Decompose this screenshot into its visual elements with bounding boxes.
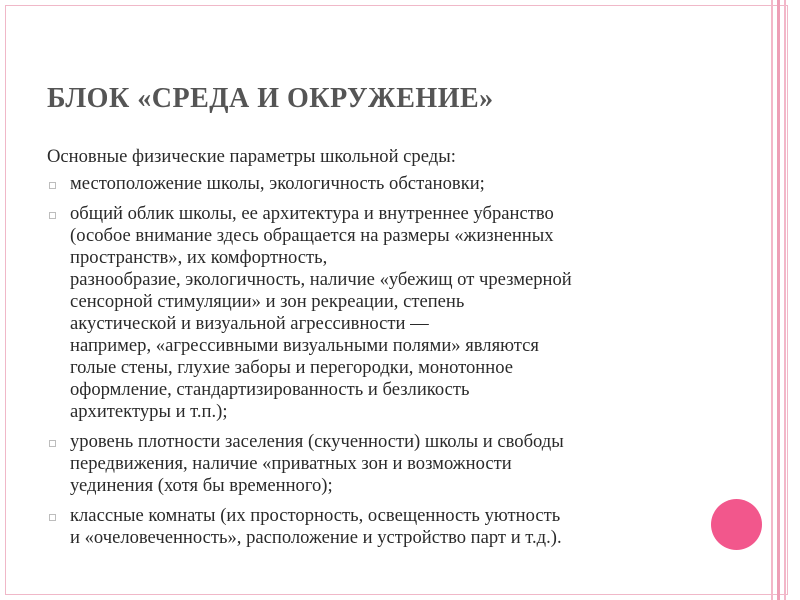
bullet-line: передвижения, наличие «приватных зон и возможности bbox=[70, 453, 512, 474]
bullet-line: уровень плотности заселения (скученности) школы и свободы bbox=[70, 431, 564, 452]
bullet-line: и «очеловеченность», расположение и устройство парт и т.д.). bbox=[70, 527, 562, 548]
slide-body bbox=[47, 146, 707, 557]
bullet-line: классные комнаты (их просторность, освещенность уютность bbox=[70, 505, 561, 526]
bullet-icon bbox=[49, 212, 56, 219]
bullet-line: пространств», их комфортность, bbox=[70, 247, 328, 268]
list-item bbox=[47, 505, 707, 549]
decorative-stripe bbox=[771, 0, 773, 600]
bullet-line: общий облик школы, ее архитектура и внутреннее убранство bbox=[70, 203, 554, 224]
decorative-stripe bbox=[784, 0, 786, 600]
bullet-line: акустической и визуальной агрессивности — bbox=[70, 313, 429, 334]
bullet-line: (особое внимание здесь обращается на размеры «жизненных bbox=[70, 225, 554, 246]
bullet-line: голые стены, глухие заборы и перегородки, монотонное bbox=[70, 357, 513, 378]
list-item bbox=[47, 431, 707, 497]
bullet-line: сенсорной стимуляции» и зон рекреации, степень bbox=[70, 291, 465, 312]
list-item bbox=[47, 173, 707, 195]
intro-text: Основные физические параметры школьной среды: bbox=[47, 146, 456, 167]
list-item bbox=[47, 203, 707, 423]
bullet-line: уединения (хотя бы временного); bbox=[70, 475, 333, 496]
decorative-stripe bbox=[777, 0, 780, 600]
bullet-line: архитектуры и т.п.); bbox=[70, 401, 228, 422]
bullet-list bbox=[47, 173, 707, 549]
decorative-circle bbox=[711, 499, 762, 550]
bullet-line: местоположение школы, экологичность обстановки; bbox=[70, 173, 485, 194]
bullet-icon bbox=[49, 514, 56, 521]
slide-title: БЛОК «СРЕДА И ОКРУЖЕНИЕ» bbox=[47, 83, 494, 114]
bullet-line: оформление, стандартизированность и безликость bbox=[70, 379, 470, 400]
bullet-icon bbox=[49, 440, 56, 447]
bullet-line: разнообразие, экологичность, наличие «убежищ от чрезмерной bbox=[70, 269, 572, 290]
bullet-icon bbox=[49, 182, 56, 189]
bullet-line: например, «агрессивными визуальными полями» являются bbox=[70, 335, 539, 356]
